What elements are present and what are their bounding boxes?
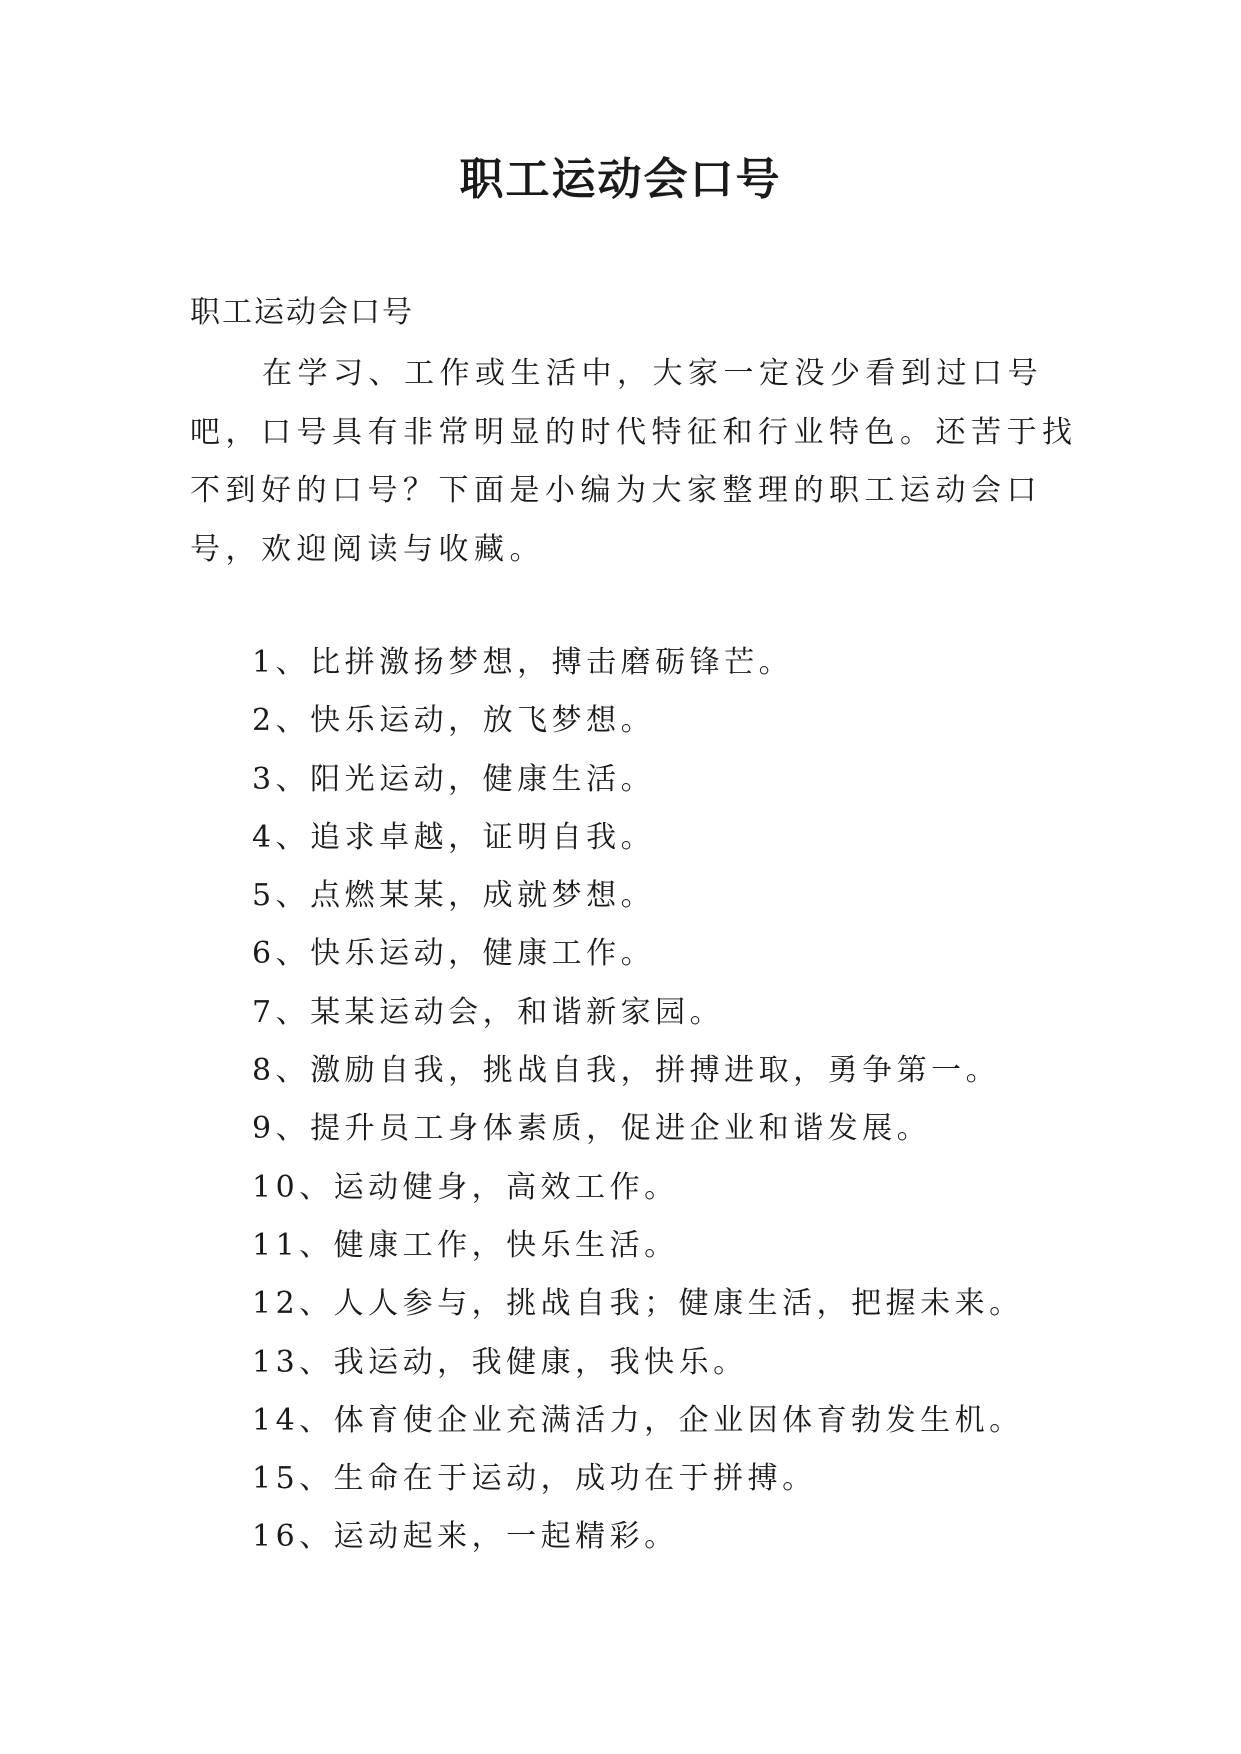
document-subtitle: 职工运动会口号 (190, 295, 414, 330)
slogan-item: 11、健康工作，快乐生活。 (252, 1227, 679, 1263)
slogan-item: 2、快乐运动，放飞梦想。 (252, 703, 656, 739)
slogan-item: 8、激励自我，挑战自我，拼搏进取，勇争第一。 (252, 1053, 1001, 1089)
slogan-item: 7、某某运动会，和谐新家园。 (252, 994, 725, 1030)
slogan-item: 9、提升员工身体素质，促进企业和谐发展。 (252, 1111, 932, 1147)
slogan-item: 15、生命在于运动，成功在于拼搏。 (252, 1461, 817, 1497)
intro-paragraph: 在学习、工作或生活中，大家一定没少看到过口号吧，口号具有非常明显的时代特征和行业特色。还苦于找不到好的口号？下面是小编为大家整理的职工运动会口号，欢迎阅读与收藏。 (190, 356, 1078, 567)
slogan-item: 6、快乐运动，健康工作。 (252, 936, 656, 972)
slogan-list (252, 634, 1024, 1567)
slogan-item: 10、运动健身，高效工作。 (252, 1169, 679, 1205)
document-title: 职工运动会口号 (459, 154, 782, 205)
slogan-item: 14、体育使企业充满活力，企业因体育勃发生机。 (252, 1402, 1024, 1438)
slogan-item: 5、点燃某某，成就梦想。 (252, 878, 656, 914)
slogan-item: 13、我运动，我健康，我快乐。 (252, 1344, 748, 1380)
slogan-item: 4、追求卓越，证明自我。 (252, 819, 656, 855)
slogan-item: 12、人人参与，挑战自我；健康生活，把握未来。 (252, 1286, 1024, 1322)
slogan-item: 16、运动起来，一起精彩。 (252, 1519, 679, 1555)
slogan-item: 3、阳光运动，健康生活。 (252, 761, 656, 797)
slogan-item: 1、比拼激扬梦想，搏击磨砺锋芒。 (252, 645, 794, 680)
